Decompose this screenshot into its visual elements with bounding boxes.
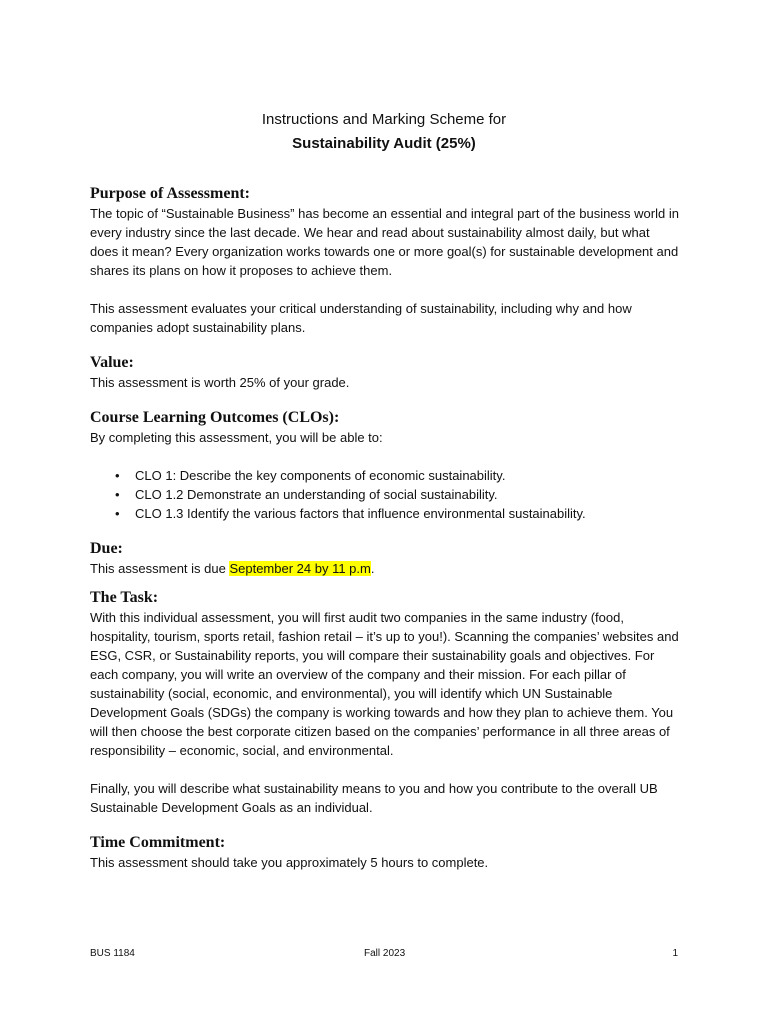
time-heading: Time Commitment: [90,834,226,851]
list-item [115,466,680,485]
footer-course: BUS 1184 [90,948,135,959]
due-date-highlight: September 24 by 11 p.m [229,561,371,576]
clo-text: CLO 1.2 Demonstrate an understanding of social sustainability. [135,487,498,502]
purpose-paragraph-1: The topic of “Sustainable Business” has become an essential and integral part of the business world in every industry since the last decade. We hear and read about sustainability almost daily, but what does it mean? Every organization works towards one or more goal(s) for sustainable development and shares its plans on how it proposes to achieve them. [90,206,679,278]
value-text: This assessment is worth 25% of your grade. [90,375,350,390]
bullet-icon: • [115,468,120,483]
document-body [90,184,680,872]
due-suffix: . [370,561,375,576]
clos-heading: Course Learning Outcomes (CLOs): [90,409,340,426]
document-title-line1: Instructions and Marking Scheme for [261,111,507,128]
due-section [90,539,680,578]
due-prefix: This assessment is due [90,561,230,576]
footer-term: Fall 2023 [364,948,406,959]
document-title-line2: Sustainability Audit (25%) [292,135,476,152]
value-heading: Value: [90,354,134,371]
bullet-icon: • [115,506,120,521]
footer-page-number: 1 [672,948,678,959]
purpose-paragraph-2: This assessment evaluates your critical understanding of sustainability, including why and how companies adopt sustainability plans. [90,301,632,335]
purpose-heading: Purpose of Assessment: [90,185,250,202]
bullet-icon: • [115,487,120,502]
list-item [115,504,680,523]
due-text [90,559,680,578]
time-section [90,833,680,872]
task-paragraph-1: With this individual assessment, you will first audit two companies in the same industry (food, hospitality, tourism, sports retail, fashion retail – it’s up to you!). Scanning the companies’ websites and ESG, CSR, or Sustainability reports, you will compare their sustainability goals and objectives. For each company, you will write an overview of the company and their mission. For each pillar of sustainability (social, economic, and environmental), you will identify which UN Sustainable Development Goals (SDGs) the company is working towards and how they plan to achieve them. You will then choose the best corporate citizen based on the companies’ performance in all three areas of responsibility – economic, social, and environmental. [90,610,679,758]
task-heading: The Task: [90,589,159,606]
time-text: This assessment should take you approximately 5 hours to complete. [90,855,489,870]
task-section [90,588,680,817]
purpose-section [90,184,680,337]
due-heading: Due: [90,540,123,557]
value-section [90,353,680,392]
task-paragraph-2: Finally, you will describe what sustainability means to you and how you contribute to the overall UB Sustainable Development Goals as an individual. [90,781,658,815]
page-footer [90,948,678,962]
clos-section [90,408,680,523]
clo-text: CLO 1.3 Identify the various factors that influence environmental sustainability. [135,506,586,521]
clos-list [90,466,680,523]
clo-text: CLO 1: Describe the key components of economic sustainability. [135,468,506,483]
list-item [115,485,680,504]
clos-intro: By completing this assessment, you will be able to: [90,430,383,445]
